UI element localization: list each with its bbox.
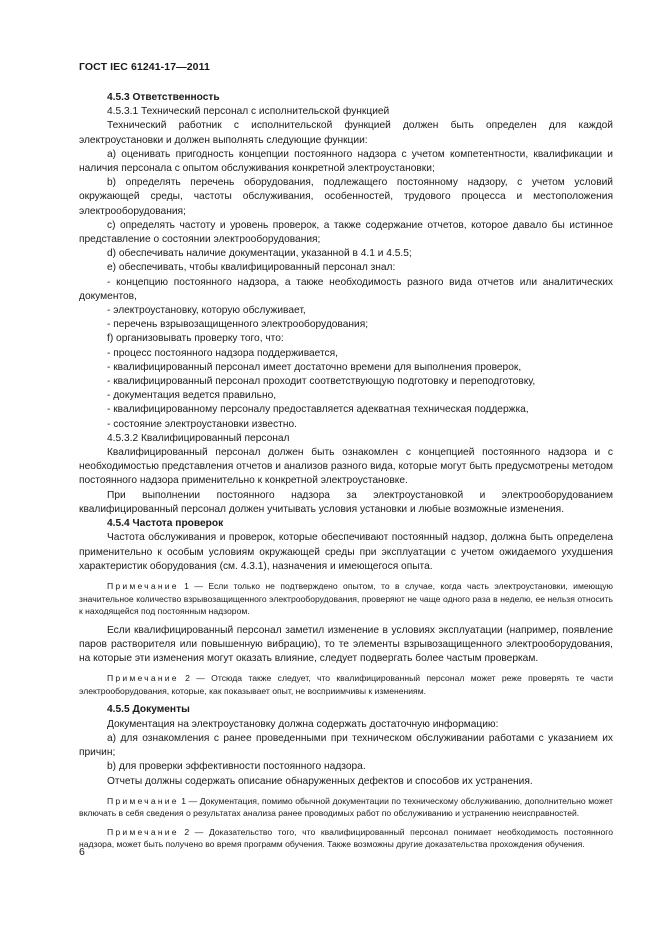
paragraph: Частота обслуживания и проверок, которые обеспечивают постоянный надзор, должна быть определена применительно к особым условиям окружающей среды при эксплуатации с учетом ожидаемого ухудшения характеристик оборудования (см. 4.3.1), назначения и имеющегося опыта. [79, 532, 613, 572]
note-text: 2 — Отсюда также следует, что квалифицированный персонал может реже проверять те части электрооборудования, которые, как показывает опыт, не восприимчивы к изменениям. [79, 673, 613, 696]
subsection-heading: 4.5.3.2 Квалифицированный персонал [107, 432, 290, 444]
list-item: - перечень взрывозащищенного электрооборудования; [107, 319, 369, 331]
list-item: d) обеспечивать наличие документации, указанной в 4.1 и 4.5.5; [107, 248, 412, 260]
note [79, 795, 613, 820]
note-label: Примечание [107, 826, 179, 837]
note-text: 2 — Доказательство того, что квалифицированный персонал понимает необходимость постоянного надзора, может быть получено во время программ обучения. Также возможны другие доказательства прохождения обучения. [79, 826, 613, 850]
list-item: - квалифицированный персонал имеет достаточно времени для выполнения проверок, [107, 361, 522, 373]
section-heading: 4.5.4 Частота проверок [107, 518, 224, 530]
note [79, 580, 613, 618]
list-item: с) определять частоту и уровень проверок, а также содержание отчетов, которое давало бы истинное представление о состоянии электрооборудования; [79, 219, 613, 246]
list-item: f) организовывать проверку того, что: [107, 333, 284, 345]
list-item: е) обеспечивать, чтобы квалифицированный персонал знал: [107, 262, 396, 274]
list-item: а) для ознакомления с ранее проведенными при техническом обслуживании работами с указанием их причин; [79, 732, 613, 759]
note-label: Примечание [107, 795, 179, 806]
note-text: 1 — Если только не подтверждено опытом, то в случае, когда часть электроустановки, имеющую значительное количество взрывозащищенного электрооборудования, проверяют не чаще одного раза в неделю, ее нельзя относить к находящейся под постоянным надзором. [79, 580, 613, 617]
list-item: - концепцию постоянного надзора, а также необходимость разного вида отчетов или аналитических документов, [79, 276, 613, 302]
paragraph: Документация на электроустановку должна содержать достаточную информацию: [107, 718, 499, 730]
subsection-heading: 4.5.3.1 Технический персонал с исполнительской функцией [107, 106, 390, 118]
paragraph: При выполнении постоянного надзора за электроустановкой и электрооборудованием квалифицированный персонал должен учитывать условия установки и любые возможные изменения. [79, 489, 613, 515]
list-item: b) определять перечень оборудования, подлежащего постоянному надзору, с учетом условий окружающей среды, частоты обслуживания, особенностей, трудового процесса и местоположения электрооборудования; [79, 177, 613, 217]
list-item: - процесс постоянного надзора поддерживается, [107, 347, 338, 359]
section-heading: 4.5.3 Ответственность [107, 92, 220, 103]
section-heading: 4.5.5 Документы [107, 704, 190, 716]
list-item: b) для проверки эффективности постоянного надзора. [107, 761, 366, 773]
page-number: 6 [79, 846, 85, 858]
document-header: ГОСТ IEC 61241-17—2011 [79, 61, 210, 73]
paragraph: Технический работник с исполнительской функцией должен быть определен для каждой электроустановки и должен выполнять следующие функции: [79, 120, 613, 146]
note-label: Примечание [107, 580, 179, 591]
note-text: 1 — Документация, помимо обычной документации по техническому обслуживанию, дополнительно может включать в себя сведения о результатах анализа ранее проводимых работ по обслуживанию и устранению неисправностей. [79, 795, 613, 819]
list-item: - квалифицированному персоналу предоставляется адекватная техническая поддержка, [107, 404, 529, 416]
list-item: - документация ведется правильно, [107, 390, 277, 402]
note [79, 826, 613, 851]
paragraph: Квалифицированный персонал должен быть ознакомлен с концепцией постоянного надзора и с необходимостью представления отчетов и анализов разного вида, которые могут быть предусмотрены методом постоянного надзора применительно к конкретной электроустановке. [79, 447, 613, 487]
list-item: - электроустановку, которую обслуживает, [107, 305, 306, 317]
paragraph: Отчеты должны содержать описание обнаруженных дефектов и способов их устранения. [107, 775, 533, 787]
list-item: - состояние электроустановки известно. [107, 418, 297, 430]
list-item: - квалифицированный персонал проходит соответствующую подготовку и переподготовку, [107, 376, 536, 388]
note-label: Примечание [107, 673, 179, 684]
list-item: а) оценивать пригодность концепции постоянного надзора с учетом компетентности, квалификации и наличия персонала с опытом обслуживания конкретной электроустановки; [79, 148, 613, 175]
note [79, 672, 613, 697]
document-body [79, 91, 613, 851]
paragraph: Если квалифицированный персонал заметил изменение в условиях эксплуатации (например, появление паров растворителя или повышенную вибрацию), то те элементы взрывозащищенного электрооборудования, на которые эти изменения могут оказать влияние, следует подвергать более частым проверкам. [79, 624, 613, 665]
